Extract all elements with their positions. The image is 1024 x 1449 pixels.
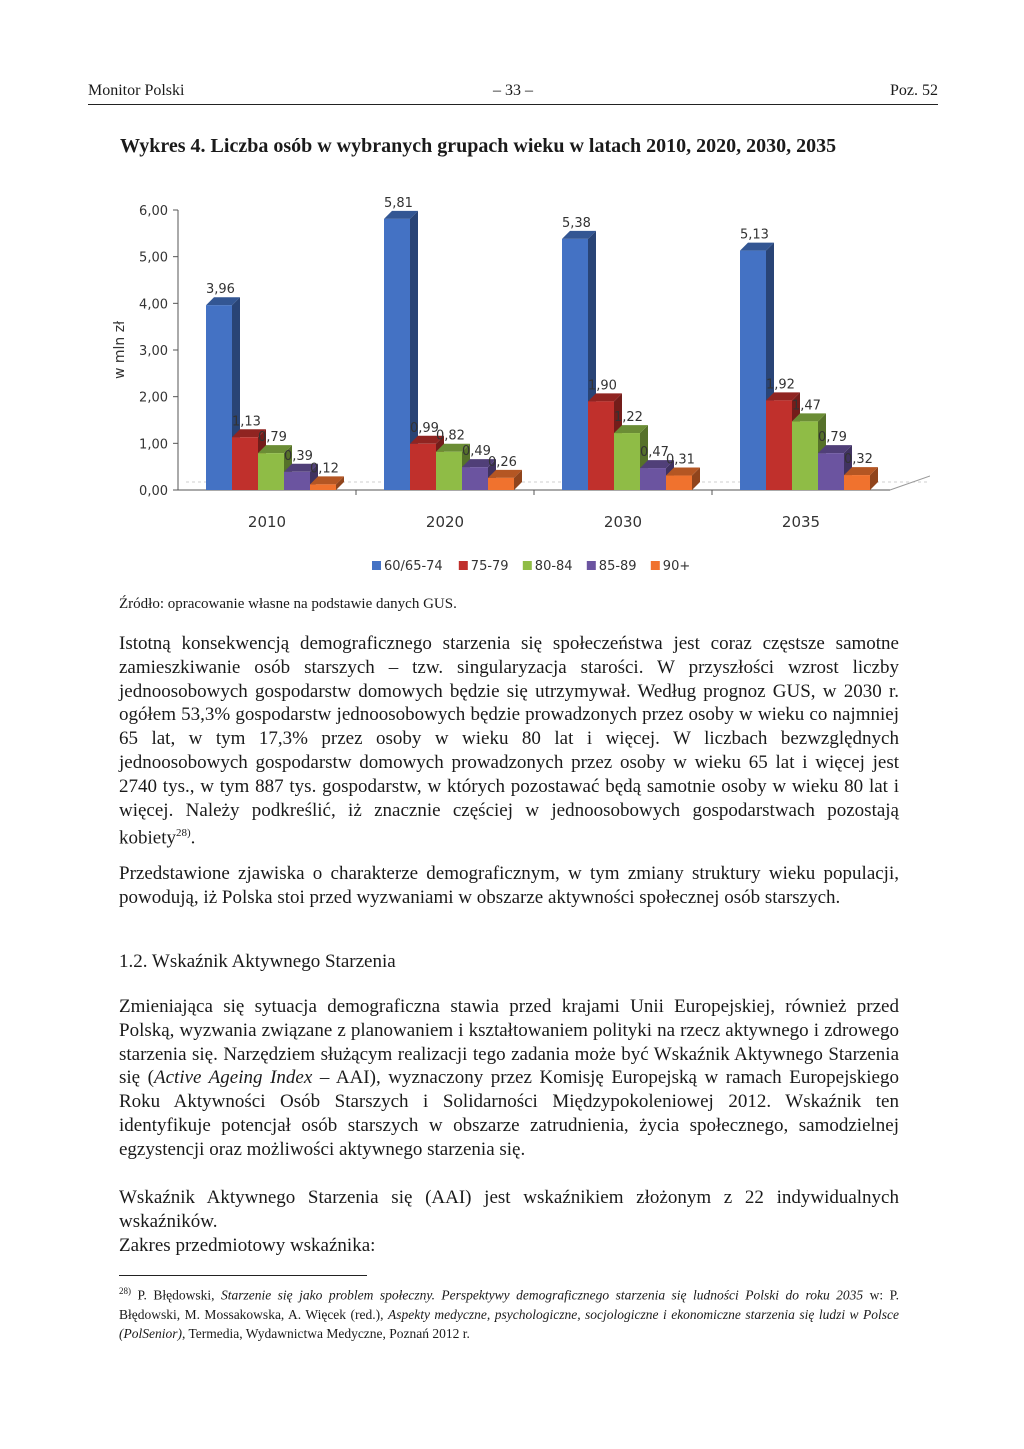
figure-source: Źródło: opracowanie własne na podstawie danych GUS.: [119, 596, 457, 612]
paragraph-end: .: [190, 827, 196, 849]
bar: [818, 453, 844, 490]
bar: [562, 239, 588, 490]
data-label: 0,79: [258, 430, 287, 446]
x-tick-label: 2020: [425, 513, 465, 531]
paragraph-aai-composite: Wskaźnik Aktywnego Starzenia się (AAI) jest wskaźnikiem złożonym z 22 indywidualnych wskaźników.: [119, 1187, 899, 1232]
data-label: 5,81: [384, 195, 413, 211]
journal-name: Monitor Polski: [88, 82, 185, 99]
data-label: 0,31: [666, 452, 695, 468]
page-header: [88, 82, 938, 105]
y-tick-label: 2,00: [139, 390, 168, 406]
bar: [844, 475, 870, 490]
data-label: 3,96: [206, 282, 235, 298]
legend-swatch: [459, 561, 468, 570]
bar-chart: [80, 190, 930, 590]
bar: [666, 476, 692, 490]
footnote-text: P. Błędowski,: [131, 1287, 221, 1303]
legend-swatch: [587, 561, 596, 570]
legend-label: 90+: [662, 559, 691, 574]
section-heading: 1.2. Wskaźnik Aktywnego Starzenia: [119, 951, 396, 972]
data-label: 5,13: [740, 227, 769, 243]
legend-label: 75-79: [470, 559, 509, 574]
data-label: 1,92: [766, 377, 795, 393]
bar: [740, 251, 766, 490]
bar: [310, 484, 336, 490]
footnote-divider: [119, 1275, 367, 1276]
data-label: 0,39: [284, 448, 313, 464]
y-tick-label: 6,00: [139, 204, 168, 219]
footnote-italic: Starzenie się jako problem społeczny. Perspektywy demograficznego starzenia się ludności Polski do roku 2035: [220, 1287, 864, 1303]
footnote-text: w: P. Błędowski, M. Mossakowska, A. Więcek (red.),: [119, 1287, 900, 1322]
bar: [206, 305, 232, 490]
bar: [384, 219, 410, 490]
footnote-text: , Termedia, Wydawnictwa Medyczne, Poznań 2012 r.: [182, 1325, 470, 1341]
y-axis-label: w mln zł: [112, 320, 128, 380]
data-label: 1,13: [232, 414, 261, 430]
y-tick-label: 1,00: [139, 437, 168, 453]
paragraph-challenges: Przedstawione zjawiska o charakterze demograficznym, w tym zmiany struktury wieku populacji, powodują, iż Polska stoi przed wyzwaniami w obszarze aktywności społecznej osób starszych.: [119, 863, 899, 908]
paragraph-aai-intro: [119, 995, 899, 1162]
footnote-mark: 28): [119, 1286, 131, 1296]
paragraph-text: Zmieniająca się sytuacja demograficzna stawia przed krajami Unii Europejskiej, również przed Polską, wyzwania związane z planowaniem i kształtowaniem polityki na rzecz aktywnego i zdrowego starzenia się. Narzędziem służącym realizacji tego zadania może być Wskaźnik Aktywnego Starzenia się (: [119, 996, 899, 1089]
x-tick-label: 2035: [781, 513, 821, 531]
bar: [436, 452, 462, 490]
paragraph-text: Istotną konsekwencją demograficznego starzenia się społeczeństwa jest coraz częstsze samotne zamieszkiwanie osób starszych – tzw. singularyzacja starości. W przyszłości wzrost liczby jednoosobowych gospodarstw domowych będzie się utrzymywał. Według prognoz GUS, w 2030 r. ogółem 53,3% gospodarstw jednoosobowych będzie prowadzonych przez osoby w wieku co najmniej 65 lat, w tym 17,3% przez osoby w wieku 80 lat i więcej. W liczbach bezwzględnych jednoosobowych gospodarstw domowych prowadzonych przez osoby w wieku 65 lat i więcej jest 2740 tys., w tym 887 tys. gospodarstw, w których pozostawać będą samotnie osoby w wieku 80 lat i więcej. Należy podkreślić, iż znacznie częściej w jednoosobowych gospodarstwach pozostają kobiety: [119, 633, 899, 849]
legend-swatch: [651, 561, 660, 570]
footnote-italic: Aspekty medyczne, psychologiczne, socjologiczne i ekonomiczne starzenia się ludzi w Polsce (PolSenior): [119, 1306, 899, 1341]
data-label: 0,32: [844, 452, 873, 468]
position-number: Poz. 52: [890, 82, 938, 99]
bar: [284, 472, 310, 490]
page-number: – 33 –: [493, 82, 533, 99]
data-label: 0,47: [640, 445, 669, 461]
bar: [258, 453, 284, 490]
bar: [410, 444, 436, 490]
paragraph-text: – AAI), wyznaczony przez Komisję Europejską w ramach Europejskiego Roku Aktywności Osób Starszych i Solidarności Międzypokoleniowej 2012. Wskaźnik ten identyfikuje potencjał osób starszych w obszarze zatrudnienia, życia społecznego, samodzielnej egzystencji oraz możliwości aktywnego starzenia się.: [119, 1067, 899, 1160]
footnote-reference[interactable]: 28): [176, 827, 191, 840]
data-label: 0,12: [310, 461, 339, 477]
data-label: 1,47: [792, 398, 821, 414]
y-tick-label: 5,00: [139, 250, 168, 266]
bar: [232, 437, 258, 490]
data-label: 1,90: [588, 378, 617, 394]
data-label: 0,49: [462, 444, 491, 460]
floor-side-edge: [890, 476, 930, 490]
paragraph-singularization: [119, 632, 899, 851]
data-label: 0,82: [436, 428, 465, 444]
legend-label: 60/65-74: [384, 559, 443, 574]
y-tick-label: 3,00: [139, 344, 168, 359]
bar: [792, 421, 818, 490]
bar: [462, 467, 488, 490]
footnote: [119, 1282, 899, 1343]
bar: [614, 433, 640, 490]
italic-term: Active Ageing Index: [154, 1067, 313, 1089]
data-label: 0,26: [488, 454, 517, 470]
bar: [766, 400, 792, 490]
legend-label: 80-84: [534, 559, 573, 574]
legend-label: 85-89: [598, 559, 637, 574]
y-tick-label: 0,00: [139, 484, 168, 499]
paragraph-scope: Zakres przedmiotowy wskaźnika:: [119, 1235, 376, 1256]
x-tick-label: 2030: [603, 513, 643, 531]
bar: [488, 478, 514, 490]
figure-title: Wykres 4. Liczba osób w wybranych grupach wieku w latach 2010, 2020, 2030, 2035: [120, 135, 837, 157]
bar: [588, 401, 614, 490]
data-label: 0,79: [818, 430, 847, 446]
legend-swatch: [372, 561, 381, 570]
legend-swatch: [523, 561, 532, 570]
data-label: 1,22: [614, 410, 643, 426]
x-tick-label: 2010: [247, 513, 287, 531]
y-tick-label: 4,00: [139, 297, 168, 313]
data-label: 5,38: [562, 215, 591, 231]
data-label: 0,99: [410, 420, 439, 436]
bar: [640, 468, 666, 490]
